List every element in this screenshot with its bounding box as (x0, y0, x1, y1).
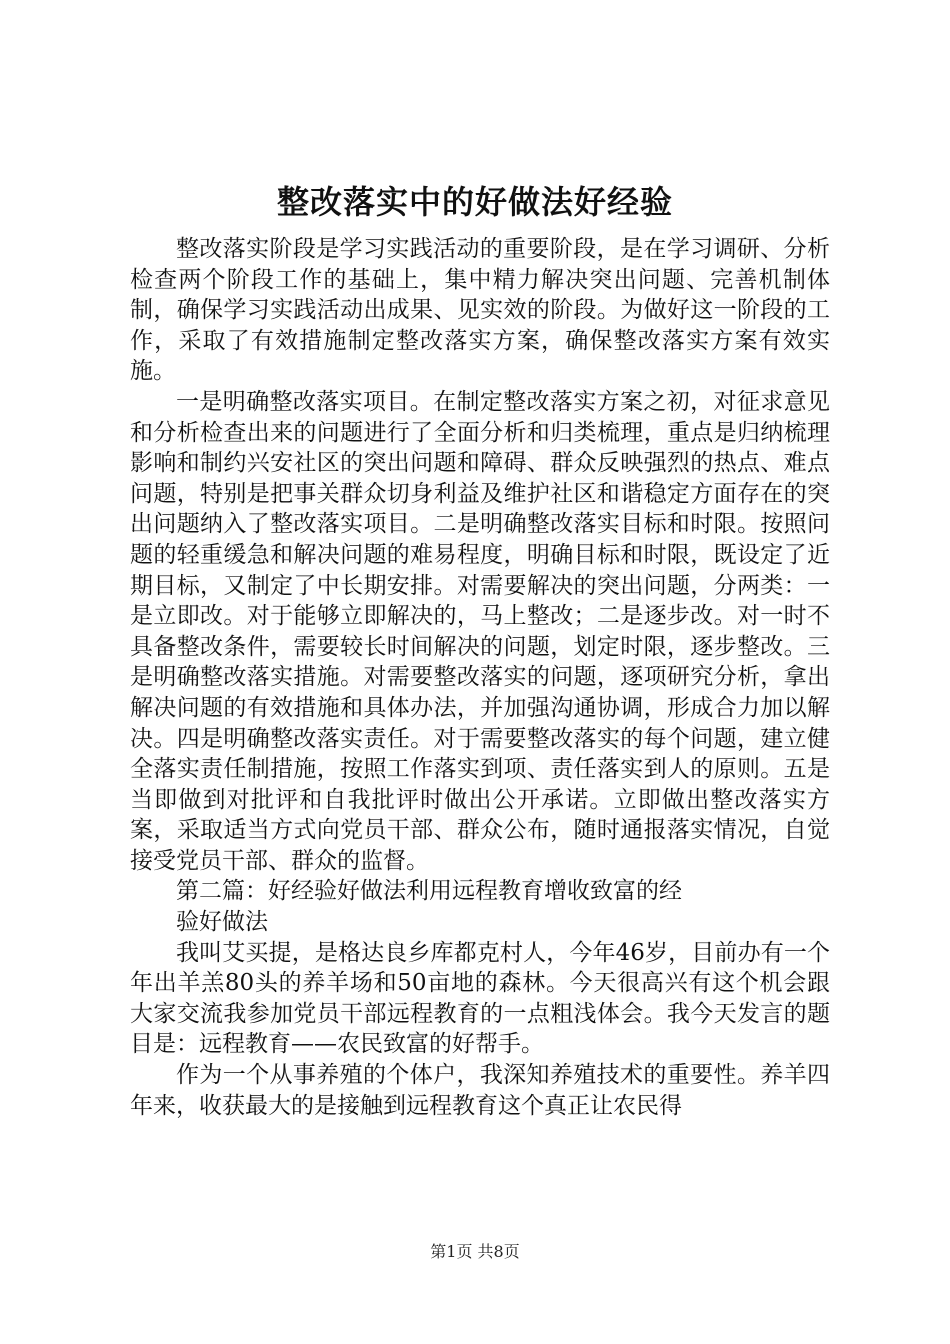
page-number-footer: 第1页 共8页 (430, 1242, 520, 1261)
section2-paragraph-experience: 作为一个从事养殖的个体户，我深知养殖技术的重要性。养羊四年来，收获最大的是接触到远程教育这个真正让农民得 (130, 1062, 830, 1119)
section2-title-line2: 验好做法 (176, 909, 268, 936)
document-body (130, 234, 830, 1121)
section2-title-line1: 第二篇：好经验好做法利用远程教育增收致富的经 (176, 878, 682, 905)
section2-paragraph-intro: 我叫艾买提，是格达良乡库都克村人，今年46岁，目前办有一个年出羊羔80头的养羊场和50亩地的森林。今天很高兴有这个机会跟大家交流我参加党员干部远程教育的一点粗浅体会。我今天发言的题目是：远程教育——农民致富的好帮手。 (130, 939, 830, 1058)
intro-paragraph: 整改落实阶段是学习实践活动的重要阶段，是在学习调研、分析检查两个阶段工作的基础上，集中精力解决突出问题、完善机制体制，确保学习实践活动出成果、见实效的阶段。为做好这一阶段的工作，采取了有效措施制定整改落实方案，确保整改落实方案有效实施。 (130, 236, 830, 385)
measures-paragraph: 一是明确整改落实项目。在制定整改落实方案之初，对征求意见和分析检查出来的问题进行了全面分析和归类梳理，重点是归纳梳理影响和制约兴安社区的突出问题和障碍、群众反映强烈的热点、难点问题，特别是把事关群众切身利益及维护社区和谐稳定方面存在的突出问题纳入了整改落实项目。二是明确整改落实目标和时限。按照问题的轻重缓急和解决问题的难易程度，明确目标和时限，既设定了近期目标，又制定了中长期安排。对需要解决的突出问题，分两类：一是立即改。对于能够立即解决的，马上整改；二是逐步改。对一时不具备整改条件，需要较长时间解决的问题，划定时限，逐步整改。三是明确整改落实措施。对需要整改落实的问题，逐项研究分析，拿出解决问题的有效措施和具体办法，并加强沟通协调，形成合力加以解决。四是明确整改落实责任。对于需要整改落实的每个问题，建立健全落实责任制措施，按照工作落实到项、责任落实到人的原则。五是当即做到对批评和自我批评时做出公开承诺。立即做出整改落实方案，采取适当方式向党员干部、群众公布，随时通报落实情况，自觉接受党员干部、群众的监督。 (130, 388, 830, 874)
document-title: 整改落实中的好做法好经验 (276, 183, 673, 221)
